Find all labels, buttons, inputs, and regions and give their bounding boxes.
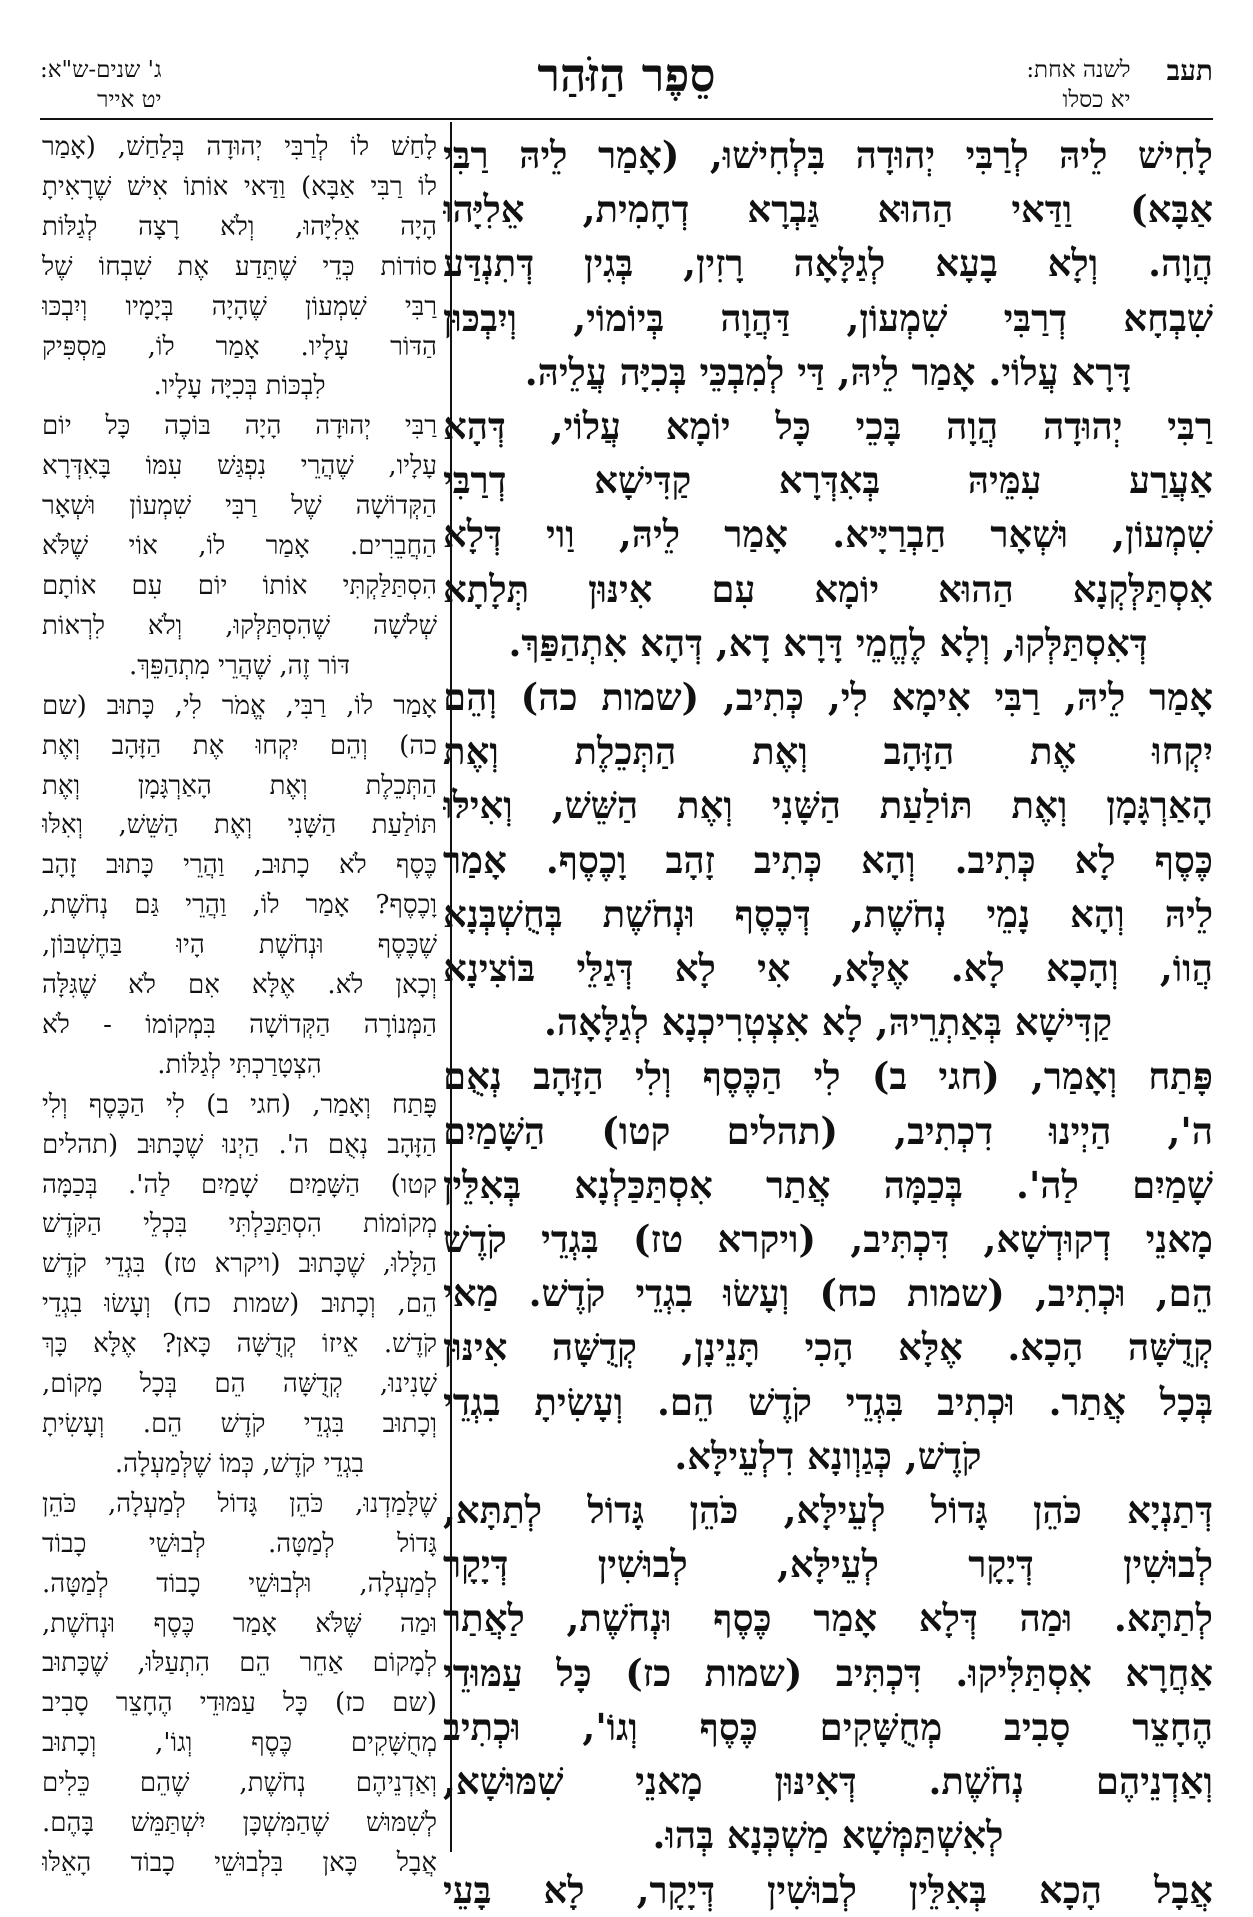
text-line: הִצְטָרַכְתִּי לְגַלּוֹת. [157, 1049, 322, 1080]
text-line: אֲבָל כָּאן בִּלְבוּשֵׁי כָבוֹד הָאֵלּוּ [42, 1847, 437, 1878]
text-line: הַחֲבֵרִים. אָמַר לוֹ, אוֹי שֶׁלֹּא [42, 531, 437, 562]
text-line: פָּתַח וְאָמַר, (חגי ב) לִי הַכֶּסֶף וְלִי [42, 1089, 437, 1120]
text-line: סוֹדוֹת כְּדֵי שֶׁתֵּדַע אֶת שִׁבְחוֹ שֶׁל [42, 251, 437, 282]
text-line: לֵיהּ וְהָא נָמֵי נְחֹשֶׁת, דְּכֶסֶף וּנְחֹשֶׁת בְּחֻשְׁבְּנָא [443, 891, 1213, 936]
text-line: יִקְחוּ אֶת הַזָּהָב וְאֶת הַתְּכֵלֶת וְאֶת [443, 729, 1213, 774]
text-line: קְדֻשָּׁה הָכָא. אֶלָּא הָכִי תָּנֵינָן, קְדֻשָּׁה אִינּוּן [443, 1325, 1213, 1370]
text-line: הָאַרְגָּמָן וְאֶת תּוֹלַעַת הַשָּׁנִי וְאֶת הַשֵּׁשׁ, וְאִילּוּ [443, 783, 1213, 828]
text-line: קַדִּישָׁא בְּאַתְרֵיהּ, לָא אִצְטְרִיכְנָא לְגַלָּאָה. [543, 1000, 1113, 1045]
text-line: אֲבָל הָכָא בְּאִלֵּין לְבוּשִׁין דְּיָקָר, לָא בָּעֵי [443, 1867, 1213, 1912]
text-line: פָּתַח וְאָמַר, (חגי ב) לִי הַכֶּסֶף וְלִי הַזָּהָב נְאֻם [443, 1054, 1213, 1099]
text-line: שֶׁכֶּסֶף וּנְחֹשֶׁת הָיוּ בַּחֶשְׁבּוֹן, [42, 930, 437, 961]
text-line: וּמַה שֶּׁלֹּא אָמַר כֶּסֶף וּנְחֹשֶׁת, [42, 1608, 437, 1639]
text-line: לָחַשׁ לוֹ לְרַבִּי יְהוּדָה בְּלַחַשׁ, (אָמַר [42, 132, 437, 162]
text-line: לְאִשְׁתַּמְּשָׁא מַשְׁכְּנָא בְּהוּ. [652, 1813, 1004, 1858]
text-line: תּוֹלַעַת הַשָּׁנִי וְאֶת הַשֵּׁשׁ, וְאִלּוּ [42, 810, 437, 841]
text-line: שָׁנִינוּ, קְדֻשָּׁה הֵם בְּכָל מָקוֹם, [42, 1369, 437, 1400]
text-line: אָמַר לוֹ, רַבִּי, אֱמֹר לִי, כָּתוּב (שם [42, 690, 437, 721]
text-line: הַדּוֹר עָלָיו. אָמַר לוֹ, מַסְפִּיק [42, 331, 437, 362]
text-line: דּוֹר זֶה, שֶׁהֲרֵי מִתְהַפֵּךְ. [128, 650, 351, 681]
text-line: הֲווֹ, וְהָכָא לָא. אֶלָּא, אִי לָא דְּגַלֵּי בּוֹצִינָא [443, 946, 1213, 991]
text-line: אִסְתַּלְּקְנָא הַהוּא יוֹמָא עִם אִינּוּן תְּלָתָא [443, 566, 1213, 611]
text-line: הַקְּדוֹשָׁה שֶׁל רַבִּי שִׁמְעוֹן וּשְׁאָר [42, 491, 437, 522]
text-line: וְאַדְנֵיהֶם נְחֹשֶׁת. דְּאִינּוּן מָאנֵי שִׁמּוּשָׁא, [443, 1759, 1213, 1804]
schedule-three-years: ג' שנים-ש"א: [40, 57, 162, 83]
text-line: מְקוֹמוֹת הִסְתַּכַּלְתִּי בִּכְלֵי הַקֹּדֶשׁ [42, 1209, 437, 1240]
text-line: הִסְתַּלַּקְתִּי אוֹתוֹ יוֹם עִם אוֹתָם [42, 570, 437, 601]
text-line: ה', הַיְינוּ דִכְתִיב, (תהלים קטו) הַשָּׁמַיִם [443, 1108, 1213, 1153]
header-left [40, 55, 162, 115]
text-line: קטו) הַשָּׁמַיִם שָׁמַיִם לַה'. בְּכַמָּה [42, 1169, 437, 1200]
text-line: הַמְּנוֹרָה הַקְּדוֹשָׁה בִּמְקוֹמוֹ - לֹא [42, 1009, 437, 1040]
text-line: אָמַר לֵיהּ, רַבִּי אִימָא לִי, כְּתִיב, (שמות כה) וְהֵם [443, 675, 1213, 720]
text-line: אַחֲרָא אִסְתַּלִּיקוּ. דִּכְתִּיב (שמות כז) כָּל עַמּוּדֵי [443, 1650, 1213, 1695]
text-line: לְמַעְלָה, וּלְבוּשֵׁי כָבוֹד לְמַטָּה. [42, 1568, 437, 1599]
text-line: הַזָּהָב נְאֻם ה'. הַיְנוּ שֶׁכָּתוּב (תהלים [42, 1129, 437, 1160]
schedule-one-year: לשנה אחת: [1026, 57, 1131, 83]
header-rule [40, 118, 1213, 120]
text-line: לִבְכּוֹת בְּכִיָּה עָלָיו. [153, 371, 326, 402]
book-title: סֵפֶר הַזֹּהַר [537, 48, 716, 102]
text-line: הֵם, וְכָתוּב (שמות כח) וְעָשׂוּ בִגְדֵי [42, 1289, 437, 1320]
text-line: רַבִּי שִׁמְעוֹן שֶׁהָיָה בְּיָמָיו וְיִבְכּוּ [42, 291, 437, 322]
page-number: תעב [1166, 54, 1213, 87]
text-line: מְחֻשָּׁקִים כֶּסֶף וְגוֹ', וְכָתוּב [42, 1728, 437, 1759]
text-line: עָלָיו, שֶׁהֲרֵי נִפְגַּשׁ עִמּוֹ בָּאִדְּרָא [42, 451, 437, 482]
text-line: דְּתַנְיָא כֹּהֵן גָּדוֹל לְעֵילָּא, כֹּהֵן גָּדוֹל לְתַתָּא, [443, 1488, 1213, 1533]
text-line: כה) וְהֵם יִקְחוּ אֶת הַזָּהָב וְאֶת [42, 730, 437, 761]
text-line: שָׁמַיִם לַה'. בְּכַמָּה אֲתַר אִסְתַּכַּלְנָא בְּאִלֵּין [443, 1162, 1213, 1207]
translation-column [42, 128, 437, 1884]
text-line: הַלָּלוּ, שֶׁכָּתוּב (ויקרא טז) בִּגְדֵי קֹדֶשׁ [42, 1249, 437, 1280]
text-line: רַבִּי יְהוּדָה הָיָה בּוֹכֶה כָּל יוֹם [42, 411, 437, 442]
text-line: לוֹ רַבִּי אַבָּא) וַדַּאי אוֹתוֹ אִישׁ שֶׁרָאִיתָ [42, 171, 437, 202]
text-line: שְׁלֹשָׁה שֶׁהִסְתַּלְּקוּ, וְלֹא לִרְאוֹת [42, 610, 437, 641]
text-line: שִׁמְעוֹן, וּשְׁאָר חַבְרַיָּיא. אָמַר לֵיהּ, וַוי דְּלָא [443, 512, 1213, 557]
text-line: רַבִּי יְהוּדָה הֲוָה בָּכֵי כָּל יוֹמָא עֲלוֹי, דְּהָא [443, 404, 1213, 449]
text-line: בְּכָל אֲתַר. וּכְתִיב בִּגְדֵי קֹדֶשׁ הֵם. וְעָשִׂיתָ בִגְדֵי [443, 1379, 1213, 1424]
text-line: וְכָתוּב בִּגְדֵי קֹדֶשׁ הֵם. וְעָשִׂיתָ [42, 1409, 437, 1439]
text-line: הַתְּכֵלֶת וְאֶת הָאַרְגָּמָן וְאֶת [42, 770, 437, 801]
text-line: וָכֶסֶף? אָמַר לוֹ, וַהֲרֵי גַּם נְחֹשֶׁת, [42, 890, 437, 921]
text-line: הָיָה אֵלִיָּהוּ, וְלֹא רָצָה לְגַלּוֹת [42, 211, 437, 242]
text-line: וְאַדְנֵיהֶם נְחֹשֶׁת, שֶׁהֵם כֵּלִים [42, 1768, 437, 1799]
text-line: הֶחָצֵר סָבִיב מְחֻשָּׁקִים כֶּסֶף וְגוֹ', וּכְתִיב [443, 1704, 1213, 1749]
text-line: דְּאִסְתַּלְּקוּ, וְלָא לֶחֱמֵי דָּרָא דָא, דְּהָא אִתְהַפַּךְ. [508, 620, 1148, 665]
schedule-one-year-date: יא כסלו [1062, 87, 1131, 113]
text-line: לְמָקוֹם אַחֵר הֵם הִתְעַלּוּ, שֶׁכָּתוּב [42, 1648, 437, 1679]
text-line: שֶׁלָּמַדְנוּ, כֹּהֵן גָּדוֹל לְמַעְלָה, כֹּהֵן [42, 1488, 437, 1519]
text-line: (שם כז) כָּל עַמּוּדֵי הֶחָצֵר סָבִיב [42, 1688, 437, 1719]
schedule-three-years-date: יט אייר [97, 87, 162, 113]
text-line: גָּדוֹל לְמַטָּה. לְבוּשֵׁי כָבוֹד [42, 1528, 437, 1559]
text-line: הֲוָה. וְלָא בָעָא לְגַלָּאָה רָזִין, בְּגִין דְּתִנְדַּע [443, 241, 1213, 286]
text-line: שִׁבְחָא דְרַבִּי שִׁמְעוֹן, דַּהֲוָה בְּיוֹמוֹי, וְיִבְכּוּן [443, 295, 1213, 340]
text-line: לְשִׁמּוּשׁ שֶׁהַמִּשְׁכָּן יִשְׁתַּמֵּשׁ בָּהֶם. [42, 1808, 437, 1839]
text-line: קֹדֶשׁ, כְּגַוְונָא דִלְעֵילָּא. [674, 1433, 982, 1478]
text-line: כֶּסֶף לָא כְּתִיב. וְהָא כְּתִיב זָהָב וָכֶסֶף. אָמַר [443, 837, 1213, 882]
text-line: הֵם, וּכְתִיב, (שמות כח) וְעָשׂוּ בִגְדֵי קֹדֶשׁ. מַאי [443, 1271, 1213, 1316]
text-line: לָחִישׁ לֵיהּ לְרַבִּי יְהוּדָה בִּלְחִישׁוּ, (אָמַר לֵיהּ רַבִּי [443, 133, 1213, 177]
text-line: קֹדֶשׁ. אֵיזוֹ קְדֻשָּׁה כָּאן? אֶלָּא כָּךְ [42, 1329, 437, 1360]
text-line: בִגְדֵי קֹדֶשׁ, כְּמוֹ שֶׁלְּמַעְלָה. [114, 1448, 365, 1479]
text-line: אַעֲרַע עִמֵּיהּ בְּאִדְּרָא קַדִּישָׁא דְרַבִּי [443, 458, 1213, 503]
text-line: אַבָּא) וַדַּאי הַהוּא גַּבְרָא דְחָמִית, אֵלִיָּהוּ [443, 187, 1213, 232]
main-text-column [443, 128, 1213, 1917]
text-line: מָאנֵי דְקוּדְשָׁא, דִּכְתִּיב, (ויקרא טז) בִּגְדֵי קֹדֶשׁ [443, 1217, 1213, 1262]
page-header [40, 48, 1213, 125]
text-line: דָּרָא עֲלוֹי. אָמַר לֵיהּ, דַּי לְמִבְכֵּי בְּכִיָּה עֲלֵיהּ. [524, 349, 1132, 394]
text-line: כֶּסֶף לֹא כָתוּב, וַהֲרֵי כָּתוּב זָהָב [42, 850, 437, 881]
text-line: לְבוּשִׁין דְּיָקָר לְעֵילָּא, לְבוּשִׁין דְּיָקָר [443, 1542, 1213, 1587]
text-line: וְכָאן לֹא. אֶלָּא אִם לֹא שֶׁגִּלָּה [42, 970, 437, 1001]
text-line: לְתַתָּא. וּמַה דְּלָא אָמַר כֶּסֶף וּנְחֹשֶׁת, לַאֲתַר [443, 1596, 1213, 1641]
